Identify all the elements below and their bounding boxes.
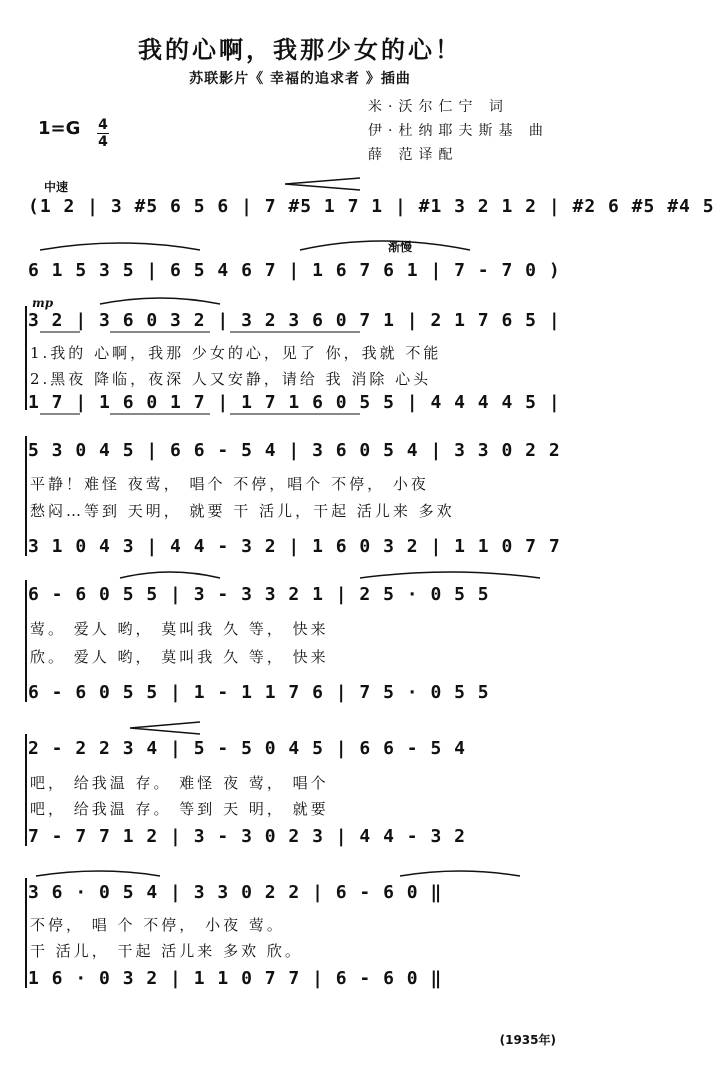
lyrics-verse-1: 1.我的 心啊，我那 少女的心，见了 你，我就 不能: [30, 344, 442, 362]
lyrics-verse-1: 吧， 给我温 存。 难怪 夜 莺， 唱个: [30, 774, 329, 792]
song-title: 我的心啊，我那少女的心！: [138, 35, 462, 64]
lyrics-verse-2: 欣。 爱人 哟， 莫叫我 久 等， 快来: [30, 648, 329, 666]
melody-line: 6 - 6 0 5 5 | 3 - 3 3 2 1 | 2 5 · 0 5 5: [28, 584, 490, 605]
harmony-line: 1 7 | 1 6 0 1 7 | 1 7 1 6 0 5 5 | 4 4 4 4 5 |: [28, 392, 561, 413]
melody-line: 3 2 | 3 6 0 3 2 | 3 2 3 6 0 7 1 | 2 1 7 6 5 |: [28, 310, 561, 331]
slur: [100, 298, 220, 304]
tempo-mark: 中速: [44, 180, 69, 194]
translator-credit: 薛 范译配: [368, 147, 459, 163]
lyrics-verse-1: 莺。 爱人 哟， 莫叫我 久 等， 快来: [30, 620, 329, 638]
lyricist-credit: 米·沃尔仁宁 词: [368, 99, 509, 115]
dynamic-mark: mp: [32, 296, 54, 310]
key-signature: 1=G: [38, 118, 81, 139]
slur: [400, 871, 520, 876]
crescendo-hairpin: [130, 722, 200, 734]
lyrics-verse-2: 愁闷…等到 天明， 就要 干 活儿，干起 活儿来 多欢: [30, 502, 455, 520]
slur: [40, 243, 200, 250]
harmony-line: 6 - 6 0 5 5 | 1 - 1 1 7 6 | 7 5 · 0 5 5: [28, 682, 490, 703]
crescendo-hairpin: [285, 178, 360, 190]
composer-credit: 伊·杜纳耶夫斯基 曲: [368, 123, 549, 139]
song-subtitle: 苏联影片《 幸福的追求者 》插曲: [189, 71, 411, 87]
slur: [36, 871, 160, 876]
intro-line-2: 6 1 5 3 5 | 6 5 4 6 7 | 1 6 7 6 1 | 7 - 7 0 ): [28, 260, 561, 281]
lyrics-verse-2: 干 活儿， 干起 活儿来 多欢 欣。: [30, 942, 303, 960]
lyrics-verse-2: 吧， 给我温 存。 等到 天 明， 就要: [30, 800, 329, 818]
lyrics-verse-2: 2.黑夜 降临，夜深 人又安静，请给 我 消除 心头: [30, 370, 432, 388]
slowing-mark: 渐慢: [388, 240, 413, 254]
intro-line-1: (1 2 | 3 #5 6 5 6 | 7 #5 1 7 1 | #1 3 2 1 2 | #2 6 #5 #4 5: [28, 196, 715, 217]
melody-line: 5 3 0 4 5 | 6 6 - 5 4 | 3 6 0 5 4 | 3 3 0 2 2: [28, 440, 561, 461]
year-note: (1935年): [499, 1033, 556, 1047]
harmony-line: 3 1 0 4 3 | 4 4 - 3 2 | 1 6 0 3 2 | 1 1 0 7 7: [28, 536, 561, 557]
slur: [120, 572, 220, 578]
melody-line: 3 6 · 0 5 4 | 3 3 0 2 2 | 6 - 6 0 ‖: [28, 882, 443, 903]
melody-line: 2 - 2 2 3 4 | 5 - 5 0 4 5 | 6 6 - 5 4: [28, 738, 466, 759]
lyrics-verse-1: 不停， 唱 个 不停， 小夜 莺。: [30, 916, 285, 934]
harmony-line: 7 - 7 7 1 2 | 3 - 3 0 2 3 | 4 4 - 3 2: [28, 826, 466, 847]
time-signature-bottom: 4: [98, 134, 108, 150]
slur: [360, 572, 540, 578]
time-signature-top: 4: [98, 117, 108, 133]
slur: [300, 241, 470, 250]
harmony-line: 1 6 · 0 3 2 | 1 1 0 7 7 | 6 - 6 0 ‖: [28, 968, 443, 989]
lyrics-verse-1: 平静！难怪 夜莺， 唱个 不停，唱个 不停， 小夜: [30, 475, 429, 493]
